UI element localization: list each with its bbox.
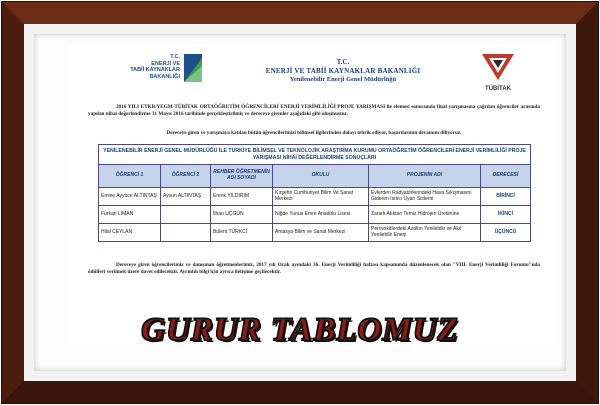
header-ministry: ENERJİ VE TABİİ KAYNAKLAR BAKANLIĞI (265, 67, 421, 75)
tubitak-caption: TÜBİTAK (485, 86, 511, 92)
ministry-logo (102, 52, 212, 92)
congrats-paragraph: Dereceye giren ve yarışmaya katılan bütün öğrencilerimizi bilimsel ilgilerinden dolayı tebrik ediyor, başarılarının devamını diliyoruz. (166, 130, 462, 136)
rank-cell: İKİNCİ (481, 206, 531, 224)
student-2-cell (161, 206, 211, 224)
project-cell: Evlerden Radyatörlerindeki Hava Sıkışmasını Gideren Isıtıcı Uyarı Sistemi (369, 188, 481, 206)
tubitak-emblem-icon (476, 50, 520, 86)
gurur-tablomuz-title: GURUR TABLOMUZ (141, 312, 459, 348)
logo-line: T.C. (170, 54, 180, 60)
logo-line: ENERJİ VE (151, 60, 180, 67)
table-row (99, 224, 531, 242)
project-cell: Perovskitlerdeki Azaltın Yenilebilir ve Akıl Yenilebilir Enerji (369, 224, 481, 242)
column-header: REHBER ÖĞRETMENİN ADI SOYADI (211, 165, 273, 188)
results-table (98, 144, 531, 242)
document-header (218, 58, 468, 83)
column-header: ÖĞRENCİ 2 (161, 165, 211, 188)
logo-line: BAKANLIĞI (149, 73, 180, 80)
header-tc: T.C. (336, 58, 350, 66)
project-cell: Zararlı Atıktan Temiz Hidrojen Üretimine (369, 206, 481, 224)
header-directorate: Yenilenebilir Enerji Genel Müdürlüğü (289, 76, 397, 83)
column-header: DERECESİ (481, 165, 531, 188)
school-cell: Kırşehir Cumhuriyet Bilim Ve Sanat Merkezi (273, 188, 369, 206)
table-banner-row (99, 145, 531, 165)
teacher-cell: İlhan UÇGÜN (211, 206, 273, 224)
column-header: OKULU (273, 165, 369, 188)
ministry-emblem-icon (184, 54, 202, 82)
footer-paragraph: Dereceye giren öğrencilerimiz ve danışman öğretmenlerimiz, 2017 yılı Ocak ayındaki 36. Enerji Verimliliği haftası kapsamında düzenlenecek olan "VIII. Enerji Verimliliği Forumu"nda ödülleri verilmek üzere davet edilecektir. Ayrıntılı bilgi için ayrıca iletişime geçilecektir. (88, 262, 540, 275)
table-row (99, 188, 531, 206)
student-1-cell: Emine Ayyüce ALTINTAŞ (99, 188, 161, 206)
table-row (99, 206, 531, 224)
teacher-cell: Erenk YILDIRIM (211, 188, 273, 206)
tubitak-logo (476, 50, 520, 100)
logo-line: TABİİ KAYNAKLAR (130, 67, 180, 74)
intro-paragraph: 2016 YILI ETKB/YEGM-TÜBİTAK ORTAÖĞRETİM ÖĞRENCİLERİ ENERJİ VERİMLİLİĞİ PROJE YARIŞMASI ile elemesi sonucunda final yarışmasına çağrılan öğrenciler arasında yapılan nihai değerlendirme 31 Mayıs 2016 tarihinde gerçekleştirilmiş ve dereceye girenler aşağıdaki gibi oluşmuştur. (88, 104, 540, 117)
announcement-document (68, 44, 558, 344)
student-2-cell (161, 224, 211, 242)
table-banner: YENİLENEBİLİR ENERJİ GENEL MÜDÜRLÜĞÜ İLE TÜRKİYE BİLİMSEL VE TEKNOLOJİK ARAŞTIRMA KURUMU ORTAÖĞRETİM ÖĞRENCİLERİ ENERJİ VERİMLİLİĞİ PROJE YARIŞMASI NİHAİ DEĞERLENDİRME SONUÇLARI (99, 145, 531, 165)
rank-cell: ÜÇÜNCÜ (481, 224, 531, 242)
column-header: PROJENİN ADI (369, 165, 481, 188)
school-cell: Niğde Yunus Emre Anadolu Lisesi (273, 206, 369, 224)
teacher-cell: Bülent TÜRKCİ (211, 224, 273, 242)
student-1-cell: Hilal CEYLAN (99, 224, 161, 242)
student-1-cell: Furkan LİMAN (99, 206, 161, 224)
school-cell: Amasya Bilim ve Sanat Merkezi (273, 224, 369, 242)
table-header-row (99, 165, 531, 188)
student-2-cell: Aysun ALTINTAŞ (161, 188, 211, 206)
ministry-logo-text (102, 54, 180, 80)
rank-cell: BİRİNCİ (481, 188, 531, 206)
column-header: ÖĞRENCİ 1 (99, 165, 161, 188)
